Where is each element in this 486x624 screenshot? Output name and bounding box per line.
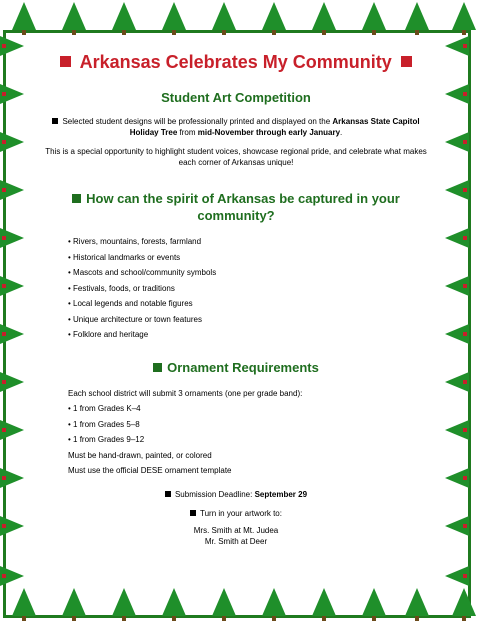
list-item: • Festivals, foods, or traditions [68, 283, 175, 293]
side-tree-icon [0, 180, 24, 200]
side-tree-icon [445, 36, 469, 56]
tree-icon [162, 2, 186, 36]
tree-icon [362, 2, 386, 36]
requirements-heading-text: Ornament Requirements [167, 359, 319, 375]
tree-icon [212, 588, 236, 622]
tree-icon [112, 588, 136, 622]
side-tree-icon [0, 566, 24, 586]
deadline-line [40, 489, 432, 500]
turn-in-line [40, 508, 432, 519]
red-square-icon [401, 56, 412, 67]
requirements-block [40, 386, 432, 479]
side-tree-icon [445, 324, 469, 344]
page-title [40, 52, 432, 73]
list-item: • 1 from Grades K–4 [68, 404, 141, 413]
tree-icon [405, 588, 429, 622]
competition-para1 [40, 116, 432, 138]
side-tree-icon [445, 276, 469, 296]
list-item: • Mascots and school/community symbols [68, 268, 217, 277]
side-tree-icon [0, 516, 24, 536]
spirit-heading [40, 190, 432, 224]
requirements-intro: Each school district will submit 3 ornaments (one per grade band): [68, 388, 303, 398]
requirements-heading [40, 359, 432, 376]
side-tree-icon [0, 36, 24, 56]
side-tree-icon [445, 516, 469, 536]
side-tree-icon [0, 228, 24, 248]
contact-line: Mr. Smith at Deer [204, 536, 268, 546]
list-item: • Local legends and notable figures [68, 299, 193, 308]
tree-icon [262, 588, 286, 622]
competition-heading: Student Art Competition [161, 90, 311, 105]
side-tree-icon [445, 468, 469, 488]
tree-icon [262, 2, 286, 36]
competition-para2: This is a special opportunity to highlight student voices, showcase regional pride, and celebrate what makes each corner of Arkansas unique! [45, 147, 427, 167]
contact-line: Mrs. Smith at Mt. Judea [193, 525, 279, 535]
para1-text-b: from [177, 128, 198, 137]
side-tree-icon [0, 132, 24, 152]
side-tree-icon [445, 566, 469, 586]
black-square-icon [190, 510, 196, 516]
side-tree-icon [0, 84, 24, 104]
side-tree-icon [0, 468, 24, 488]
side-tree-icon [445, 132, 469, 152]
requirement-note: Must use the official DESE ornament template [68, 466, 232, 475]
turn-in-label: Turn in your artwork to: [200, 508, 282, 518]
deadline-label: Submission Deadline: [174, 489, 255, 499]
green-square-icon [72, 194, 81, 203]
spirit-heading-text: How can the spirit of Arkansas be captured in your community? [86, 191, 400, 223]
deadline-date: September 29 [254, 489, 308, 499]
list-item: • Rivers, mountains, forests, farmland [68, 237, 202, 246]
tree-icon [452, 588, 476, 622]
tree-icon [162, 588, 186, 622]
side-tree-icon [445, 420, 469, 440]
tree-icon [362, 588, 386, 622]
side-tree-icon [445, 372, 469, 392]
spirit-list [40, 234, 432, 343]
flyer-content [40, 48, 432, 547]
tree-icon [312, 2, 336, 36]
side-tree-icon [0, 276, 24, 296]
side-tree-icon [445, 180, 469, 200]
para1-text-a: Selected student designs will be professionally printed and displayed on the [62, 117, 333, 126]
list-item: • 1 from Grades 9–12 [68, 435, 145, 444]
page-title-text: Arkansas Celebrates My Community [79, 52, 392, 72]
side-tree-icon [445, 228, 469, 248]
tree-icon [312, 588, 336, 622]
black-square-icon [52, 118, 58, 124]
tree-icon [212, 2, 236, 36]
requirement-note: Must be hand-drawn, painted, or colored [68, 450, 212, 460]
green-square-icon [153, 363, 162, 372]
side-tree-icon [0, 324, 24, 344]
red-square-icon [60, 56, 71, 67]
side-tree-icon [0, 420, 24, 440]
para1-bold-dates: mid-November through early January [197, 128, 341, 137]
tree-icon [62, 588, 86, 622]
list-item: • Folklore and heritage [68, 330, 149, 339]
list-item: • Historical landmarks or events [68, 252, 181, 262]
tree-icon [405, 2, 429, 36]
tree-icon [62, 2, 86, 36]
tree-icon [112, 2, 136, 36]
list-item: • Unique architecture or town features [68, 314, 202, 324]
para1-text-c: . [340, 128, 343, 137]
tree-icon [12, 2, 36, 36]
side-tree-icon [445, 84, 469, 104]
tree-icon [12, 588, 36, 622]
black-square-icon [165, 491, 171, 497]
tree-icon [452, 2, 476, 36]
para1-bold-venue: Arkansas State Capitol Holiday Tree [129, 117, 420, 137]
list-item: • 1 from Grades 5–8 [68, 419, 140, 429]
side-tree-icon [0, 372, 24, 392]
